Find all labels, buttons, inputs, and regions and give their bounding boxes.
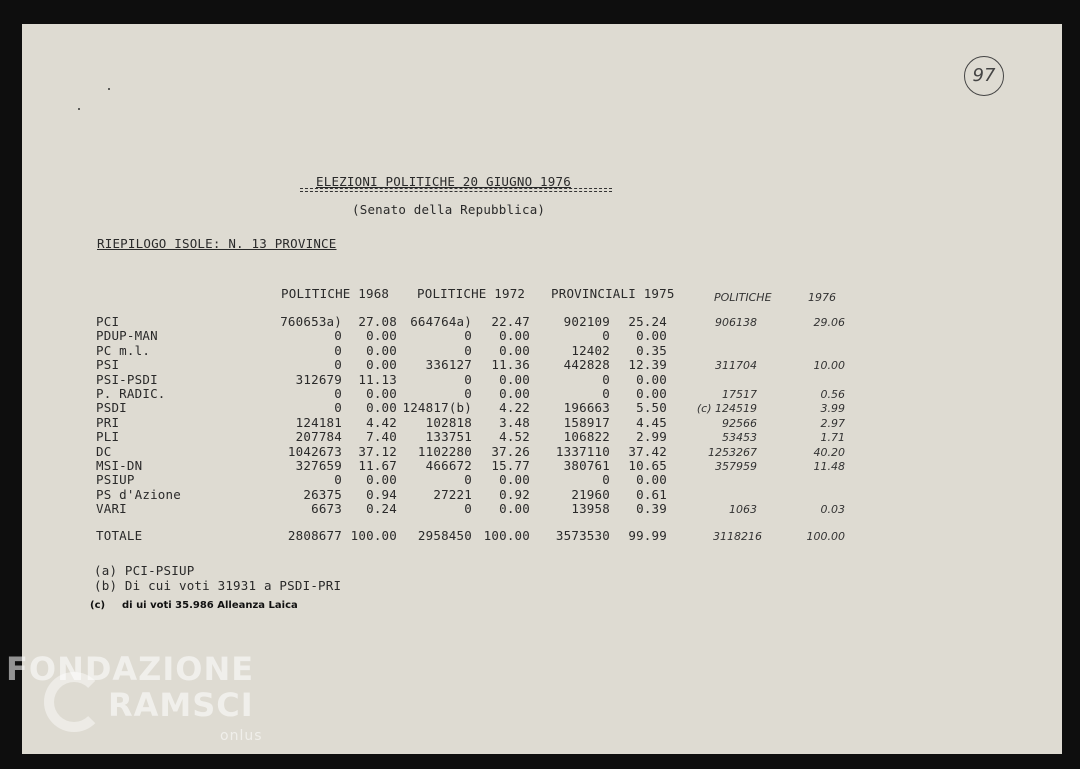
table-cell-p75: 0.00 xyxy=(636,328,667,344)
speck xyxy=(78,108,80,110)
table-cell-p75: 0.61 xyxy=(636,486,667,502)
table-cell-v68: 1042673 xyxy=(287,443,342,459)
total-label: TOTALE xyxy=(96,528,143,543)
table-cell-p68: 4.42 xyxy=(366,414,397,430)
total-v72: 2958450 xyxy=(417,528,472,543)
section-heading: RIEPILOGO ISOLE: N. 13 PROVINCE xyxy=(97,236,337,251)
party-label: PCI xyxy=(96,314,120,329)
party-label: VARI xyxy=(96,501,127,517)
table-cell-p76: 11.48 xyxy=(813,460,845,473)
table-cell-v68: 0 xyxy=(334,400,342,416)
table-cell-v72: 664764a) xyxy=(410,314,472,329)
table-cell-p68: 0.24 xyxy=(366,501,397,517)
total-p72: 100.00 xyxy=(483,528,530,543)
table-cell-p68: 0.00 xyxy=(366,357,397,373)
table-cell-p72: 0.00 xyxy=(499,386,530,401)
table-cell-v72: 0 xyxy=(464,386,472,401)
table-cell-p75: 5.50 xyxy=(636,400,667,416)
table-cell-p72: 0.00 xyxy=(499,501,530,517)
speck xyxy=(108,88,110,90)
table-cell-v68: 0 xyxy=(334,357,342,373)
table-cell-p72: 11.36 xyxy=(491,357,530,373)
table-cell-p68: 7.40 xyxy=(366,429,397,445)
table-cell-v68: 0 xyxy=(334,328,342,344)
table-cell-p68: 37.12 xyxy=(358,443,397,459)
table-cell-p76: 3.99 xyxy=(820,402,845,416)
total-v68: 2808677 xyxy=(287,528,342,543)
table-cell-p68: 0.94 xyxy=(366,486,397,502)
table-cell-v72: 102818 xyxy=(425,414,472,430)
table-cell-v75: 106822 xyxy=(563,429,610,445)
table-cell-v76: 357959 xyxy=(715,460,757,473)
table-cell-p72: 4.22 xyxy=(499,400,530,416)
header-politiche-1972: POLITICHE 1972 xyxy=(417,286,526,301)
table-cell-p72: 4.52 xyxy=(499,429,530,445)
party-label: DC xyxy=(96,443,112,459)
table-cell-p75: 0.00 xyxy=(636,472,667,488)
page-number-stamp: 97 xyxy=(964,56,1004,96)
table-cell-v68: 6673 xyxy=(311,501,342,517)
table-cell-p68: 11.13 xyxy=(358,371,397,387)
document-title: ELEZIONI POLITICHE 20 GIUGNO 1976 xyxy=(316,174,571,189)
footnote-a: (a) PCI-PSIUP xyxy=(94,563,195,578)
table-cell-v76: 906138 xyxy=(715,316,757,329)
document-page xyxy=(22,24,1062,754)
table-cell-v75: 12402 xyxy=(571,342,610,358)
header-politiche-1976: POLITICHE xyxy=(714,291,772,304)
table-cell-v72: 124817(b) xyxy=(402,400,472,416)
table-cell-p72: 22.47 xyxy=(491,314,530,329)
total-p76: 100.00 xyxy=(806,530,845,543)
document-subtitle: (Senato della Repubblica) xyxy=(352,202,546,217)
table-cell-p76: 0.56 xyxy=(820,388,845,401)
table-cell-p68: 0.00 xyxy=(366,472,397,488)
party-label: MSI-DN xyxy=(96,458,143,473)
table-cell-p72: 0.00 xyxy=(499,472,530,488)
table-cell-v68: 207784 xyxy=(295,429,342,445)
table-cell-v75: 1337110 xyxy=(555,443,610,459)
table-cell-v72: 0 xyxy=(464,328,472,344)
table-cell-p75: 2.99 xyxy=(636,429,667,445)
watermark-line1: FONDAZIONE xyxy=(6,650,255,688)
footnote-b: (b) Di cui voti 31931 a PSDI-PRI xyxy=(94,578,342,593)
table-cell-p76: 29.06 xyxy=(813,316,845,329)
party-label: PDUP-MAN xyxy=(96,328,158,344)
party-label: PSI-PSDI xyxy=(96,371,158,387)
party-label: PSIUP xyxy=(96,472,135,488)
table-cell-v75: 380761 xyxy=(563,458,610,473)
party-label: PSI xyxy=(96,357,120,373)
table-cell-p76: 10.00 xyxy=(813,359,845,373)
table-cell-p68: 27.08 xyxy=(358,314,397,329)
table-cell-v68: 0 xyxy=(334,472,342,488)
table-cell-v75: 0 xyxy=(602,328,610,344)
table-cell-v75: 158917 xyxy=(563,414,610,430)
table-cell-p75: 4.45 xyxy=(636,414,667,430)
table-cell-v75: 902109 xyxy=(563,314,610,329)
table-cell-v72: 133751 xyxy=(425,429,472,445)
table-cell-v72: 466672 xyxy=(425,458,472,473)
table-cell-v68: 124181 xyxy=(295,414,342,430)
table-cell-p75: 25.24 xyxy=(628,314,667,329)
table-cell-p72: 0.92 xyxy=(499,486,530,502)
party-label: P. RADIC. xyxy=(96,386,166,401)
table-cell-v72: 0 xyxy=(464,472,472,488)
party-label: PRI xyxy=(96,414,120,430)
table-cell-p68: 11.67 xyxy=(358,458,397,473)
table-cell-v75: 21960 xyxy=(571,486,610,502)
table-cell-p72: 3.48 xyxy=(499,414,530,430)
table-cell-v75: 0 xyxy=(602,371,610,387)
footnote-c-text: di ui voti 35.986 Alleanza Laica xyxy=(122,600,298,611)
header-provinciali-1975: PROVINCIALI 1975 xyxy=(551,286,675,301)
table-cell-v72: 1102280 xyxy=(417,443,472,459)
table-cell-v72: 0 xyxy=(464,342,472,358)
total-p68: 100.00 xyxy=(350,528,397,543)
party-label: PLI xyxy=(96,429,120,445)
total-v76: 3118216 xyxy=(713,530,762,543)
table-cell-p72: 37.26 xyxy=(491,443,530,459)
table-cell-v76: 53453 xyxy=(722,431,757,445)
table-cell-p75: 0.00 xyxy=(636,371,667,387)
table-cell-p68: 0.00 xyxy=(366,342,397,358)
table-cell-p75: 0.00 xyxy=(636,386,667,401)
table-cell-v76: 1063 xyxy=(729,503,757,517)
table-cell-v75: 13958 xyxy=(571,501,610,517)
table-cell-p68: 0.00 xyxy=(366,328,397,344)
table-cell-v68: 0 xyxy=(334,386,342,401)
table-cell-v68: 312679 xyxy=(295,371,342,387)
table-cell-p68: 0.00 xyxy=(366,400,397,416)
title-double-rule xyxy=(300,188,612,192)
table-cell-v75: 196663 xyxy=(563,400,610,416)
table-cell-v75: 0 xyxy=(602,386,610,401)
table-cell-v68: 760653a) xyxy=(280,314,342,329)
total-v75: 3573530 xyxy=(555,528,610,543)
table-cell-v76: 17517 xyxy=(722,388,757,401)
table-cell-p76: 2.97 xyxy=(820,416,845,430)
table-cell-p76: 0.03 xyxy=(820,503,845,517)
table-cell-v68: 327659 xyxy=(295,458,342,473)
watermark-line2: RAMSCI xyxy=(108,686,254,724)
footnote-c-label: (c) xyxy=(90,600,106,611)
watermark-line3: onlus xyxy=(220,728,263,744)
header-politiche-1968: POLITICHE 1968 xyxy=(281,286,390,301)
table-cell-v76: 92566 xyxy=(722,416,757,430)
party-label: PC m.l. xyxy=(96,342,151,358)
table-cell-v72: 27221 xyxy=(433,486,472,502)
party-label: PSDI xyxy=(96,400,127,416)
table-cell-v68: 26375 xyxy=(303,486,342,502)
table-cell-v76: 1253267 xyxy=(708,445,757,459)
table-cell-p76: 1.71 xyxy=(820,431,845,445)
table-cell-p75: 0.35 xyxy=(636,342,667,358)
table-cell-v68: 0 xyxy=(334,342,342,358)
table-cell-v76: (c) 124519 xyxy=(696,402,757,416)
table-cell-p75: 37.42 xyxy=(628,443,667,459)
total-p75: 99.99 xyxy=(628,528,667,543)
table-cell-p72: 0.00 xyxy=(499,342,530,358)
table-cell-p75: 0.39 xyxy=(636,501,667,517)
table-cell-p72: 0.00 xyxy=(499,328,530,344)
table-cell-p72: 15.77 xyxy=(491,458,530,473)
table-cell-p72: 0.00 xyxy=(499,371,530,387)
header-year-1976: 1976 xyxy=(808,291,836,304)
table-cell-v72: 336127 xyxy=(425,357,472,373)
party-label: PS d'Azione xyxy=(96,486,181,502)
table-cell-p76: 40.20 xyxy=(813,445,845,459)
table-cell-p75: 12.39 xyxy=(628,357,667,373)
watermark-g-logo xyxy=(44,672,104,732)
table-cell-v72: 0 xyxy=(464,371,472,387)
table-cell-v75: 0 xyxy=(602,472,610,488)
table-cell-v72: 0 xyxy=(464,501,472,517)
table-cell-v76: 311704 xyxy=(715,359,757,373)
table-cell-p75: 10.65 xyxy=(628,458,667,473)
table-cell-p68: 0.00 xyxy=(366,386,397,401)
table-cell-v75: 442828 xyxy=(563,357,610,373)
